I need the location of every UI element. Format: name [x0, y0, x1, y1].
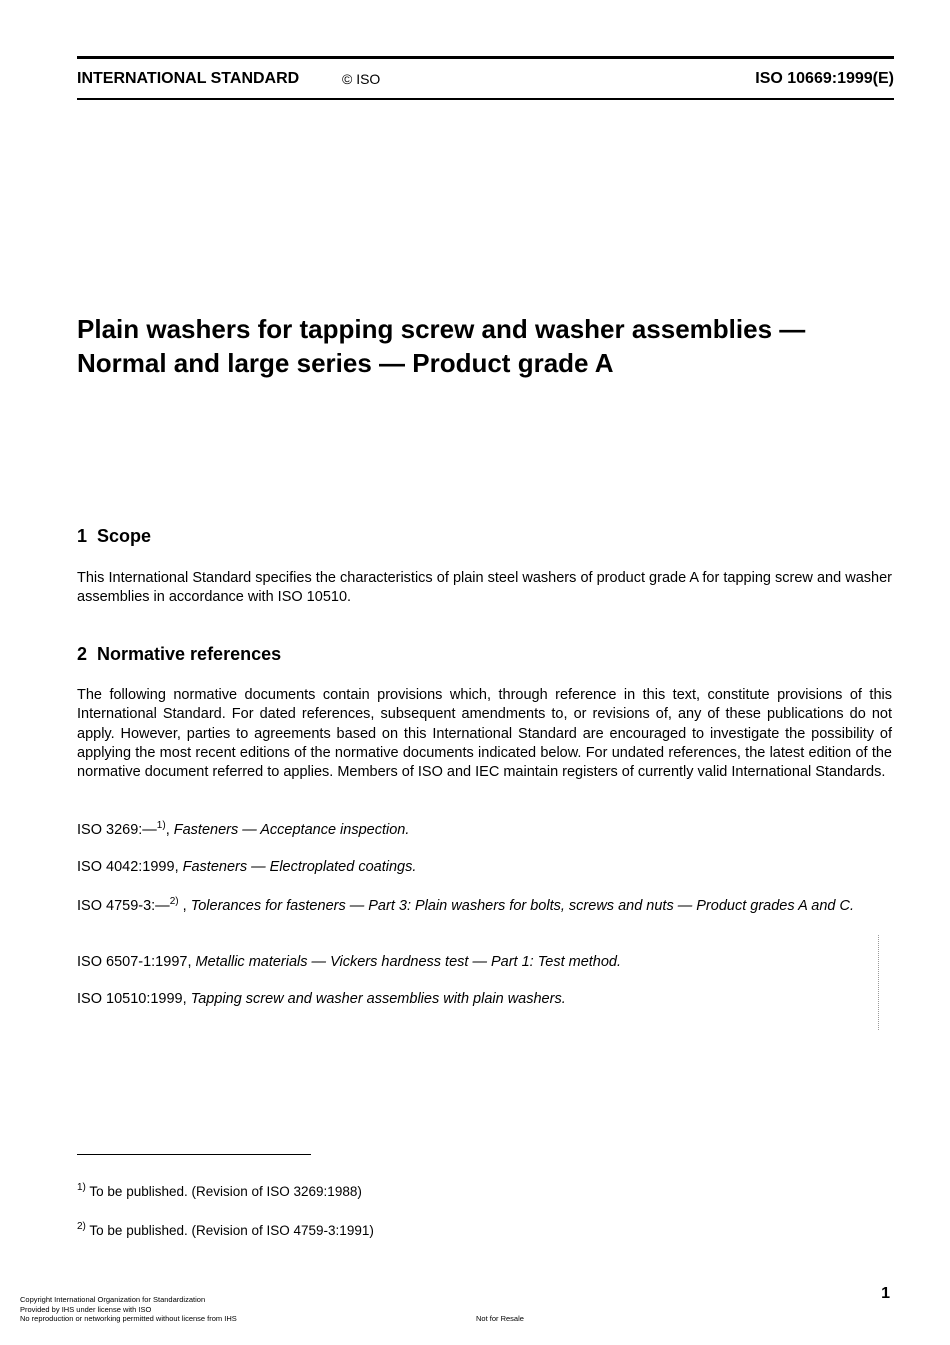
header-bottom-rule — [77, 98, 894, 100]
footnote-marker: 2) — [169, 896, 179, 907]
reference-title: Fasteners — Acceptance inspection. — [173, 822, 410, 838]
scope-paragraph: This International Standard specifies the characteristics of plain steel washers of product grade A for tapping screw and washer assemblies in accordance with ISO 10510. — [77, 570, 892, 606]
standard-label: INTERNATIONAL STANDARD — [77, 70, 300, 87]
section-heading-normative-references — [77, 644, 281, 665]
reference-item — [77, 953, 892, 972]
legal-line: Copyright International Organization for Standardization — [20, 1295, 206, 1304]
legal-line: No reproduction or networking permitted without license from IHS — [20, 1314, 237, 1323]
title-line-2: Normal and large series — Product grade A — [77, 348, 614, 378]
reference-code: ISO 4042:1999 — [77, 859, 175, 875]
footnote-marker: 1) — [156, 820, 166, 831]
not-for-resale-label: Not for Resale — [476, 1314, 524, 1323]
reference-title: Tolerances for fasteners — Part 3: Plain washers for bolts, screws and nuts — Product grades A and C. — [190, 898, 854, 914]
section-title: Normative references — [97, 644, 282, 664]
footnote-separator — [77, 1154, 311, 1155]
reference-separator: , — [165, 822, 174, 838]
normative-references-paragraph: The following normative documents contain provisions which, through reference in this text, constitute provisions of this International Standard. For dated references, subsequent amendments to, or revisions of, any of these publications do not apply. However, parties to agreements based on this International Standard are encouraged to investigate the possibility of applying the most recent editions of the normative documents indicated below. For undated references, the latest edition of the normative document referred to applies. Members of ISO and IEC maintain registers of currently valid International Standards. — [77, 687, 892, 781]
footnote — [77, 1223, 374, 1238]
footnote-mark: 1) — [77, 1182, 86, 1193]
footnote — [77, 1184, 362, 1199]
footnote-text: To be published. (Revision of ISO 4759-3:1991) — [85, 1223, 374, 1238]
section-heading-scope — [77, 526, 151, 547]
reference-code: ISO 4759-3:— — [77, 898, 170, 914]
scan-artifact — [878, 935, 880, 1030]
footnote-text: To be published. (Revision of ISO 3269:1988) — [85, 1184, 362, 1199]
reference-code: ISO 6507-1:1997 — [77, 954, 188, 970]
document-title — [77, 312, 894, 380]
section-title: Scope — [97, 526, 152, 546]
reference-separator: , — [174, 859, 183, 875]
page-number: 1 — [881, 1285, 890, 1302]
legal-line: Provided by IHS under license with ISO — [20, 1304, 152, 1314]
reference-code: ISO 3269:— — [77, 822, 157, 838]
reference-separator: , — [178, 898, 191, 914]
document-id: ISO 10669:1999(E) — [755, 70, 894, 87]
reference-separator: , — [182, 991, 191, 1007]
reference-title: Fasteners — Electroplated coatings. — [182, 859, 417, 875]
reference-title: Metallic materials — Vickers hardness test — Part 1: Test method. — [195, 954, 622, 970]
reference-item — [77, 858, 892, 877]
section-number: 2 — [77, 644, 88, 664]
reference-item — [77, 990, 892, 1009]
reference-separator: , — [187, 954, 196, 970]
copyright-label: © ISO — [342, 71, 381, 87]
header-top-rule — [77, 56, 894, 59]
reference-item — [77, 821, 892, 840]
reference-code: ISO 10510:1999 — [77, 991, 183, 1007]
page-header — [77, 70, 894, 92]
reference-item — [77, 897, 892, 916]
reference-title: Tapping screw and washer assemblies with plain washers. — [190, 991, 566, 1007]
footnote-mark: 2) — [77, 1221, 86, 1232]
section-number: 1 — [77, 526, 88, 546]
title-line-1: Plain washers for tapping screw and washer assemblies — — [77, 314, 806, 344]
copyright-notice — [20, 1295, 237, 1324]
